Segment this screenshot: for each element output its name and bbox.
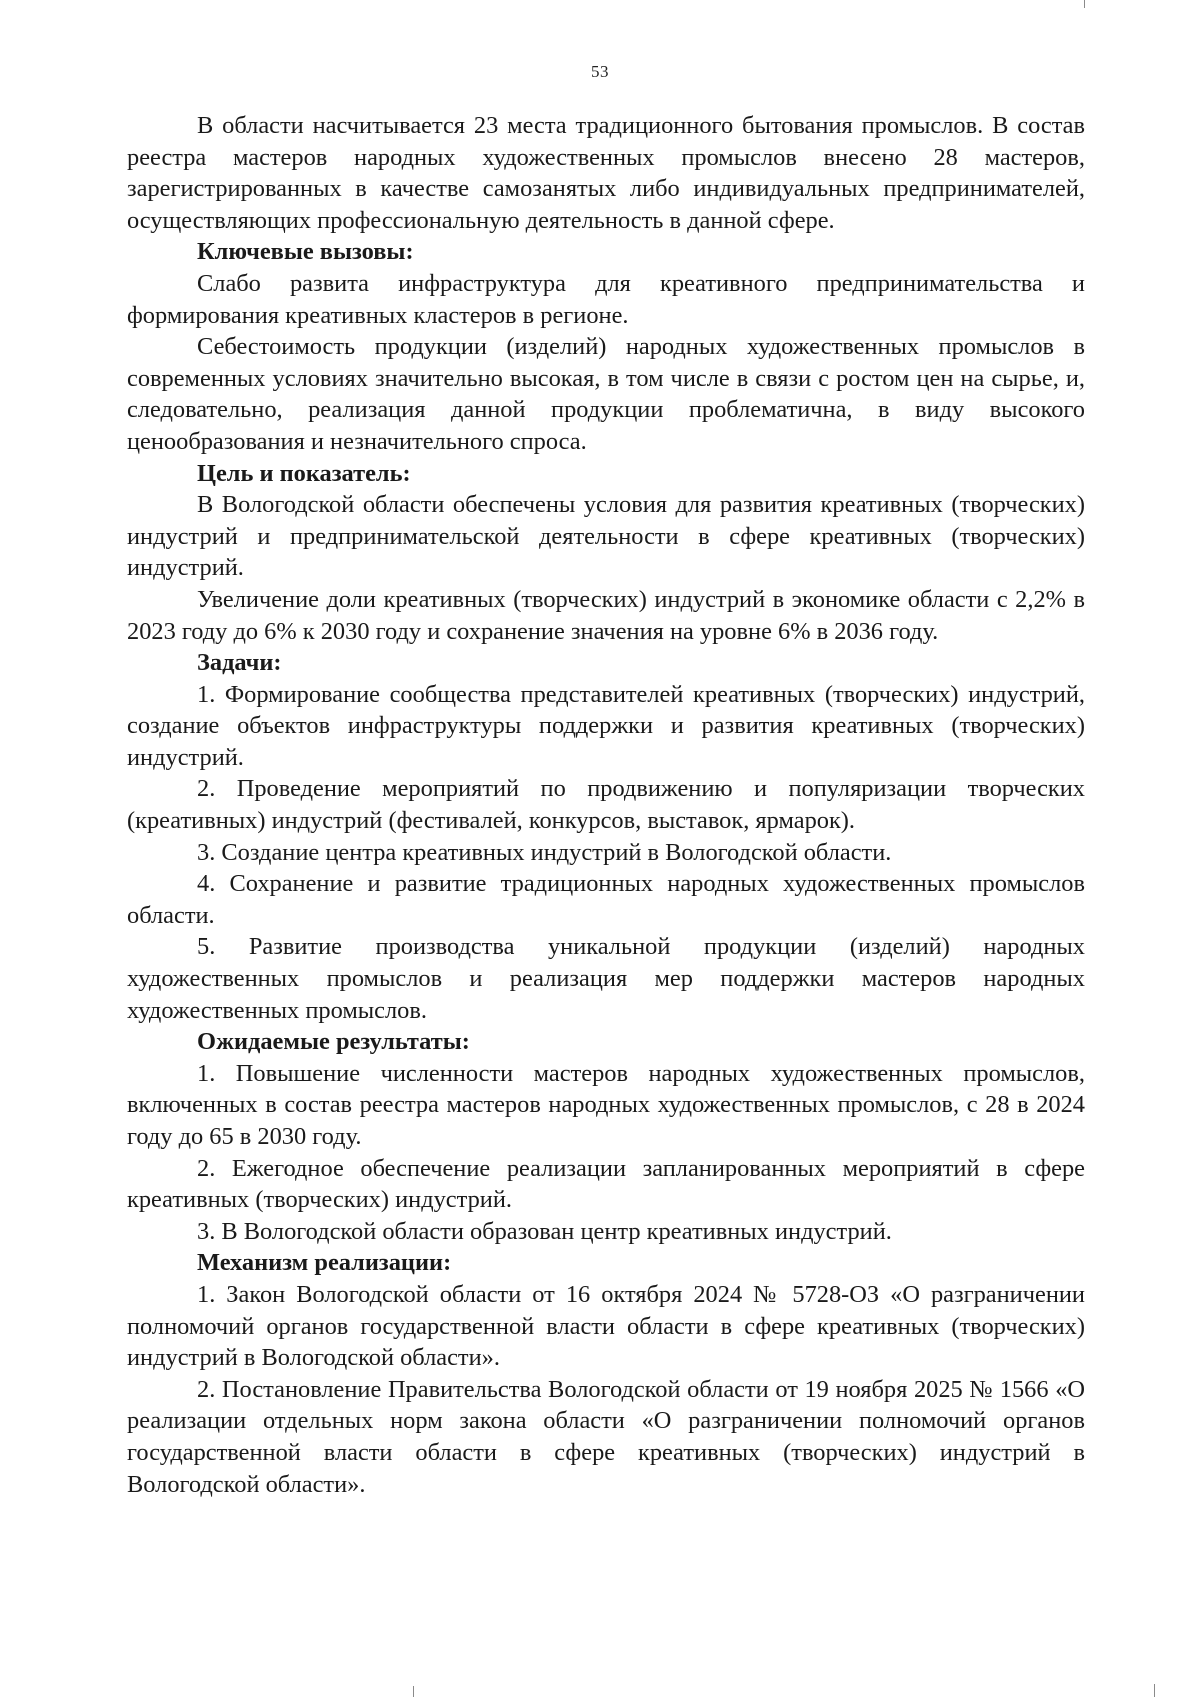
scan-mark-top	[1084, 0, 1085, 8]
mechanism-item-2: 2. Постановление Правительства Вологодской области от 19 ноября 2025 № 1566 «О реализации отдельных норм закона области «О разграничении полномочий органов государственной власти области в сфере креативных (творческих) индустрий в Вологодской области».	[127, 1375, 1085, 1498]
heading-key-challenges: Ключевые вызовы:	[197, 238, 414, 266]
result-item-3: 3. В Вологодской области образован центр креативных индустрий.	[197, 1217, 892, 1245]
task-item-4: 4. Сохранение и развитие традиционных народных художественных промыслов области.	[127, 870, 1085, 929]
scan-mark-bottom-right	[1154, 1684, 1155, 1697]
paragraph-cost: Себестоимость продукции (изделий) народных художественных промыслов в современных условиях значительно высокая, в том числе в связи с ростом цен на сырье, и, следовательно, реализация данной продукции проблематична, в виду высокого ценообразования и незначительного спроса.	[127, 333, 1085, 455]
task-item-3: 3. Создание центра креативных индустрий в Вологодской области.	[197, 838, 892, 866]
paragraph-infrastructure: Слабо развита инфраструктура для креативного предпринимательства и формирования креативных кластеров в регионе.	[127, 269, 1085, 329]
document-body	[127, 110, 1085, 1500]
heading-goal-indicator: Цель и показатель:	[197, 459, 411, 487]
paragraph-craft-locations: В области насчитывается 23 места традиционного бытования промыслов. В состав реестра мастеров народных художественных промыслов внесено 28 мастеров, зарегистрированных в качестве самозанятых либо индивидуальных предпринимателей, осуществляющих профессиональную деятельность в данной сфере.	[127, 112, 1085, 234]
task-item-1: 1. Формирование сообщества представителей креативных (творческих) индустрий, создание объектов инфраструктуры поддержки и развития креативных (творческих) индустрий.	[127, 680, 1085, 771]
heading-expected-results: Ожидаемые результаты:	[197, 1028, 470, 1056]
paragraph-indicator: Увеличение доли креативных (творческих) индустрий в экономике области с 2,2% в 2023 году до 6% к 2030 году и сохранение значения на уровне 6% в 2036 году.	[127, 585, 1085, 645]
scan-mark-bottom-left	[413, 1686, 414, 1697]
task-item-5: 5. Развитие производства уникальной продукции (изделий) народных художественных промыслов и реализация мер поддержки мастеров народных художественных промыслов.	[127, 933, 1085, 1024]
heading-mechanism: Механизм реализации:	[197, 1249, 452, 1277]
heading-tasks: Задачи:	[197, 649, 282, 677]
paragraph-goal: В Вологодской области обеспечены условия для развития креативных (творческих) индустрий и предпринимательской деятельности в сфере креативных (творческих) индустрий.	[127, 491, 1085, 582]
result-item-2: 2. Ежегодное обеспечение реализации запланированных мероприятий в сфере креативных (творческих) индустрий.	[127, 1154, 1085, 1214]
result-item-1: 1. Повышение численности мастеров народных художественных промыслов, включенных в состав реестра мастеров народных художественных промыслов, с 28 в 2024 году до 65 в 2030 году.	[127, 1059, 1085, 1150]
page-number: 53	[591, 62, 609, 81]
task-item-2: 2. Проведение мероприятий по продвижению и популяризации творческих (креативных) индустрий (фестивалей, конкурсов, выставок, ярмарок).	[127, 775, 1085, 835]
mechanism-item-1: 1. Закон Вологодской области от 16 октября 2024 № 5728-ОЗ «О разграничении полномочий органов государственной власти области в сфере креативных (творческих) индустрий в Вологодской области».	[127, 1280, 1085, 1372]
